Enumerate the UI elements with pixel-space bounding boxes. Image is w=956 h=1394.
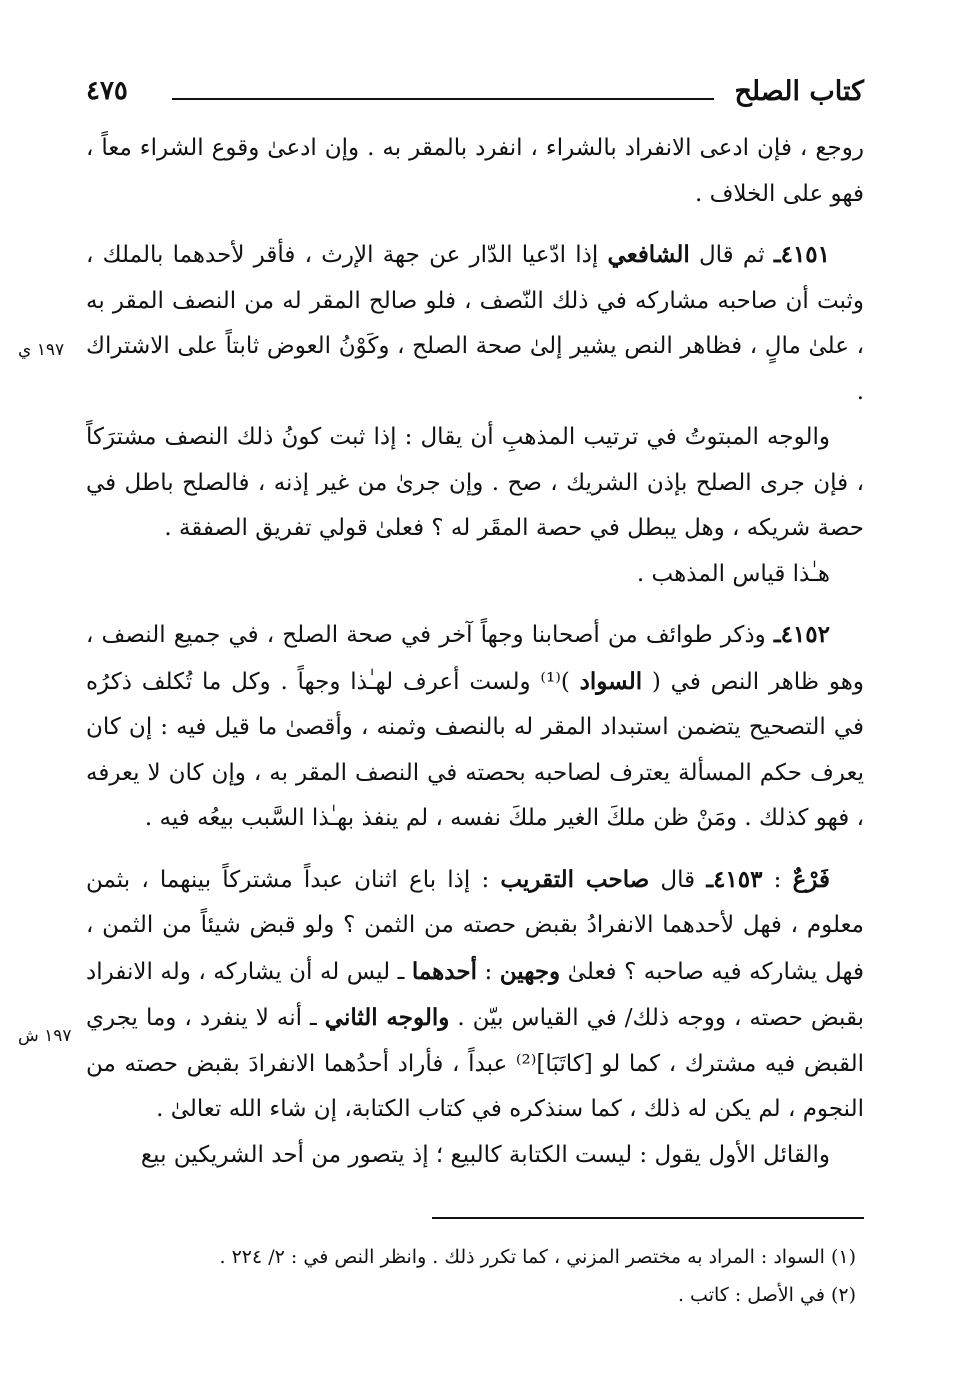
margin-note-2: ١٩٧ ش	[18, 1026, 72, 1046]
footnote-2: (٢) في الأصل : كاتب .	[677, 1284, 856, 1306]
footnote-ref-1: )⁽¹⁾	[540, 668, 580, 695]
far-label: فَرْعٌ	[792, 865, 830, 893]
issue-number: ٤١٥٢ـ	[773, 621, 830, 648]
footnote-1: (١) السواد : المراد به مختصر المزني ، كما تكرر ذلك . وانظر النص في : ٢/ ٢٢٤ .	[219, 1246, 856, 1268]
margin-note-1: ١٩٧ ي	[18, 340, 65, 360]
body-text	[86, 126, 864, 1178]
issue-number: ٤١٥٣ـ	[706, 865, 763, 893]
term-ahaduhuma: أحدهما	[411, 957, 477, 985]
page-header	[86, 74, 864, 114]
paragraph-4152: ٤١٥٢ـ وذكر طوائف من أصحابنا وجهاً آخر في صحة الصلح ، في جميع النصف ، وهو ظاهر النص في ( السواد )⁽¹⁾ ولست أعرف لهـٰذا وجهاً . وكل ما تُكلف ذكرُه في التصحيح يتضمن استبداد المقر له بالنصف وثمنه ، وأقصىٰ ما قيل فيه : إن كان يعرف حكم المسألة يعترف لصاحبه بحصته في النصف المقر به ، وإن كان لا يعرفه ، فهو كذلك . ومَنْ ظن ملكَ الغير ملكَ نفسه ، لم ينفذ بهـٰذا السَّبب بيعُه فيه .	[86, 621, 864, 831]
term-wajhayn: وجهين	[499, 957, 561, 985]
issue-number: ٤١٥١ـ	[773, 241, 831, 268]
footnote-rule	[432, 1217, 864, 1219]
header-rule	[172, 98, 714, 100]
term-sawad: السواد	[579, 667, 643, 695]
footnotes	[86, 1238, 856, 1314]
name-taqrib: صاحب التقريب	[500, 865, 650, 893]
name-shafii: الشافعي	[607, 241, 690, 268]
page-number: ٤٧٥	[86, 76, 128, 106]
paragraph-4151: ٤١٥١ـ ثم قال الشافعي إذا ادّعيا الدّار عن جهة الإرث ، فأقر لأحدهما بالملك ، وثبت أن صاحبه مشاركه في ذلك النّصف ، فلو صالح المقر له من النصف المقر به ، علىٰ مالٍ ، فظاهر النص يشير إلىٰ صحة الصلح ، وكَوْنُ العوض ثابتاً على الاشتراك .	[86, 241, 864, 405]
term-thani: والوجه الثاني	[324, 1004, 450, 1031]
paragraph-7: والقائل الأول يقول : ليست الكتابة كالبيع ؛ إذ يتصور من أحد الشريكين بيع	[140, 1141, 830, 1168]
paragraph-4153: فَرْعٌ : ٤١٥٣ـ قال صاحب التقريب : إذا باع اثنان عبداً مشتركاً بينهما ، بثمن معلوم ، فهل لأحدهما الانفرادُ بقبض حصته من الثمن ؟ ولو قبض شيئاً من الثمن ، فهل يشاركه فيه صاحبه ؟ فعلىٰ وجهين : أحدهما ـ ليس له أن يشاركه ، وله الانفراد بقبض حصته ، ووجه ذلك/ في القياس بيّن . والوجه الثاني ـ أنه لا ينفرد ، وما يجري القبض فيه مشترك ، كما لو [كاتَبَا]⁽²⁾ عبداً ، فأراد أحدُهما الانفرادَ بقبض حصته من النجوم ، لم يكن له ذلك ، كما سنذكره في كتاب الكتابة، إن شاء الله تعالىٰ .	[86, 865, 864, 1122]
paragraph-1: روجع ، فإن ادعى الانفراد بالشراء ، انفرد بالمقر به . وإن ادعىٰ وقوع الشراء معاً ، فهو على الخلاف .	[86, 135, 864, 207]
running-title: كتاب الصلح	[734, 76, 864, 107]
paragraph-3: والوجه المبتوتُ في ترتيب المذهبِ أن يقال : إذا ثبت كونُ ذلك النصف مشترَكاً ، فإن جرى الصلح بإذن الشريك ، صح . وإن جرىٰ من غير إذنه ، فالصلح باطل في حصة شريكه ، وهل يبطل في حصة المقَر له ؟ فعلىٰ قولي تفريق الصفقة .	[86, 424, 864, 541]
paragraph-4: هـٰذا قياس المذهب .	[636, 560, 830, 587]
